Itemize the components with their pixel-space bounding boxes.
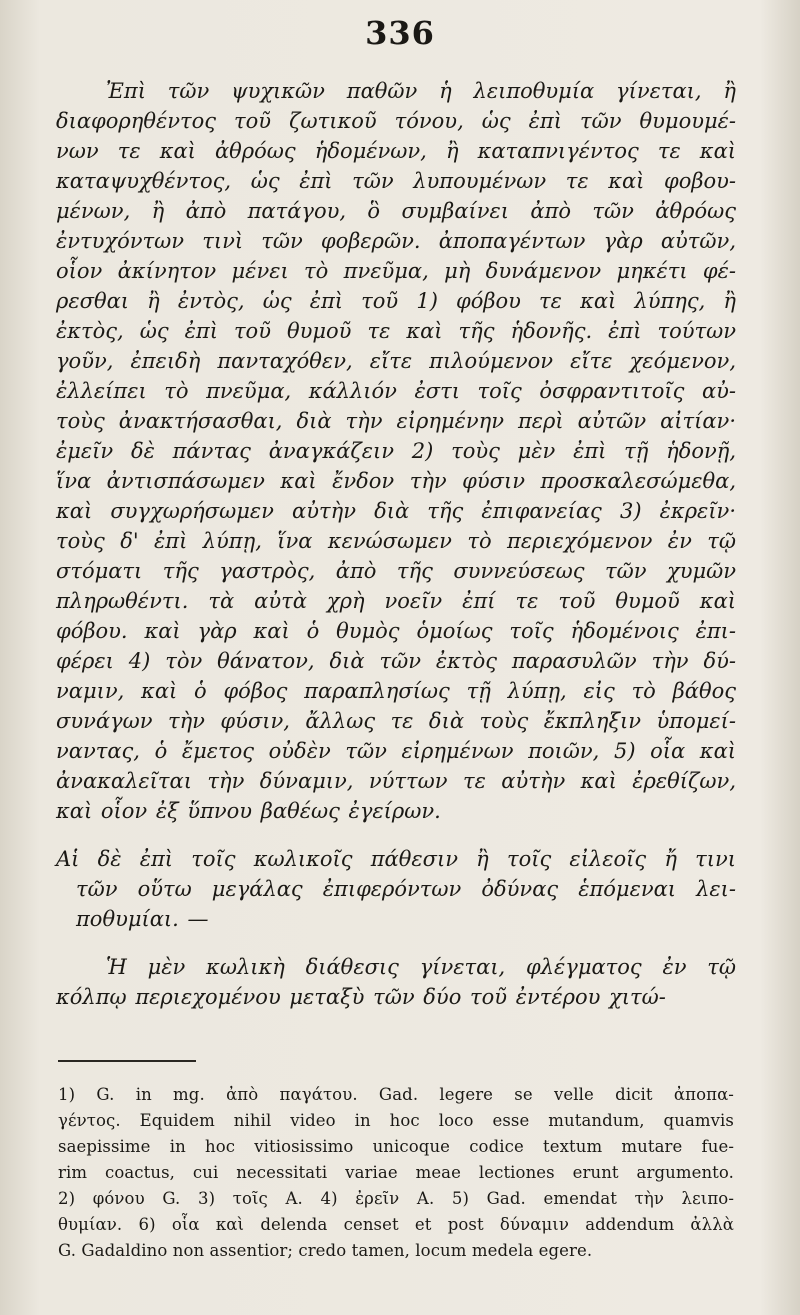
text-line: ναμιν, καὶ ὁ φόβος παραπλησίως τῇ λύπῃ, εἰς τὸ βάθος [56, 679, 736, 703]
text-line: Αἱ δὲ ἐπὶ τοῖς κωλικοῖς πάθεσιν ἢ τοῖς εἰλεοῖς ἤ τινι [56, 847, 736, 871]
footnotes [58, 1082, 734, 1264]
text-line: ρεσθαι ἢ ἐντὸς, ὡς ἐπὶ τοῦ 1) φόβου τε καὶ λύπης, ἢ [56, 289, 736, 313]
footnote-line: 2) φόνου G. 3) τοῖς A. 4) ἐρεῖν A. 5) Gad. emendat τὴν λειπο- [58, 1189, 734, 1208]
text-line: καὶ συγχωρήσωμεν αὐτὴν διὰ τῆς ἐπιφανείας 3) ἐκρεῖν· [56, 499, 736, 523]
text-line: στόματι τῆς γαστρὸς, ἀπὸ τῆς συννεύσεως τῶν χυμῶν [56, 559, 736, 583]
footnote-line: θυμίαν. 6) οἷα καὶ delenda censet et post δύναμιν addendum ἀλλὰ [58, 1215, 734, 1234]
text-line: φόβου. καὶ γὰρ καὶ ὁ θυμὸς ὁμοίως τοῖς ἡδομένοις ἐπι- [56, 619, 736, 643]
text-line: καταψυχθέντος, ὡς ἐπὶ τῶν λυπουμένων τε καὶ φοβου- [56, 169, 736, 193]
text-line: φέρει 4) τὸν θάνατον, διὰ τῶν ἐκτὸς παρασυλῶν τὴν δύ- [56, 649, 736, 673]
text-line: ναντας, ὁ ἔμετος οὐδὲν τῶν εἰρημένων ποιῶν, 5) οἷα καὶ [56, 739, 736, 763]
text-line: Ἡ μὲν κωλικὴ διάθεσις γίνεται, φλέγματος ἐν τῷ [106, 955, 736, 979]
text-line: τοὺς ἀνακτήσασθαι, διὰ τὴν εἰρημένην περὶ αὐτῶν αἰτίαν· [56, 409, 736, 433]
text-line: κόλπῳ περιεχομένου μεταξὺ τῶν δύο τοῦ ἐντέρου χιτώ- [56, 985, 666, 1009]
paragraph-2-heading [56, 844, 736, 934]
text-line: διαφορηθέντος τοῦ ζωτικοῦ τόνου, ὡς ἐπὶ τῶν θυμουμέ- [56, 109, 736, 133]
paragraph-1 [56, 76, 736, 826]
text-line: ἐκτὸς, ὡς ἐπὶ τοῦ θυμοῦ τε καὶ τῆς ἡδονῆς. ἐπὶ τούτων [56, 319, 736, 343]
text-line: μένων, ἢ ἀπὸ πατάγου, ὃ συμβαίνει ἀπὸ τῶν ἀθρόως [56, 199, 736, 223]
footnote-line: rim coactus, cui necessitati variae meae lectiones erunt argumento. [58, 1163, 734, 1182]
text-line: τῶν οὕτω μεγάλας ἐπιφερόντων ὀδύνας ἑπόμεναι λει- [76, 877, 736, 901]
footnote-line: G. Gadaldino non assentior; credo tamen, locum medela egere. [58, 1241, 593, 1260]
main-text [56, 76, 736, 1012]
text-line: νων τε καὶ ἀθρόως ἡδομένων, ἢ καταπνιγέντος τε καὶ [56, 139, 736, 163]
text-line: ἀνακαλεῖται τὴν δύναμιν, νύττων τε αὐτὴν καὶ ἐρεθίζων, [56, 769, 736, 793]
text-line: οἷον ἀκίνητον μένει τὸ πνεῦμα, μὴ δυνάμενον μηκέτι φέ- [56, 259, 736, 283]
text-line: Ἐπὶ τῶν ψυχικῶν παθῶν ἡ λειποθυμία γίνεται, ἢ [106, 79, 736, 103]
page-number: 336 [365, 14, 435, 52]
text-line: ποθυμίαι. — [76, 907, 209, 931]
text-line: ἐντυχόντων τινὶ τῶν φοβερῶν. ἀποπαγέντων γὰρ αὐτῶν, [56, 229, 736, 253]
text-line: συνάγων τὴν φύσιν, ἄλλως τε διὰ τοὺς ἔκπληξιν ὑπομεί- [56, 709, 736, 733]
text-line: πληρωθέντι. τὰ αὐτὰ χρὴ νοεῖν ἐπί τε τοῦ θυμοῦ καὶ [56, 589, 736, 613]
footnote-line: saepissime in hoc vitiosissimo unicoque codice textum mutare fue- [58, 1137, 734, 1156]
text-line: ἵνα ἀντισπάσωμεν καὶ ἔνδον τὴν φύσιν προσκαλεσώμεθα, [56, 469, 736, 493]
text-line: τοὺς δ' ἐπὶ λύπῃ, ἵνα κενώσωμεν τὸ περιεχόμενον ἐν τῷ [56, 529, 736, 553]
paragraph-3 [56, 952, 736, 1012]
text-line: ἐμεῖν δὲ πάντας ἀναγκάζειν 2) τοὺς μὲν ἐπὶ τῇ ἡδονῇ, [56, 439, 736, 463]
text-line: ἐλλείπει τὸ πνεῦμα, κάλλιόν ἐστι τοῖς ὀσφραντιτοῖς αὐ- [56, 379, 736, 403]
footnote-separator [58, 1060, 196, 1062]
footnote-line: γέντος. Equidem nihil video in hoc loco esse mutandum, quamvis [58, 1111, 734, 1130]
footnote-line: 1) G. in mg. ἀπὸ παγάτου. Gad. legere se velle dicit ἀποπα- [58, 1085, 734, 1104]
text-line: καὶ οἷον ἐξ ὕπνου βαθέως ἐγείρων. [56, 799, 441, 823]
text-line: γοῦν, ἐπειδὴ πανταχόθεν, εἴτε πιλούμενον εἴτε χεόμενον, [56, 349, 736, 373]
